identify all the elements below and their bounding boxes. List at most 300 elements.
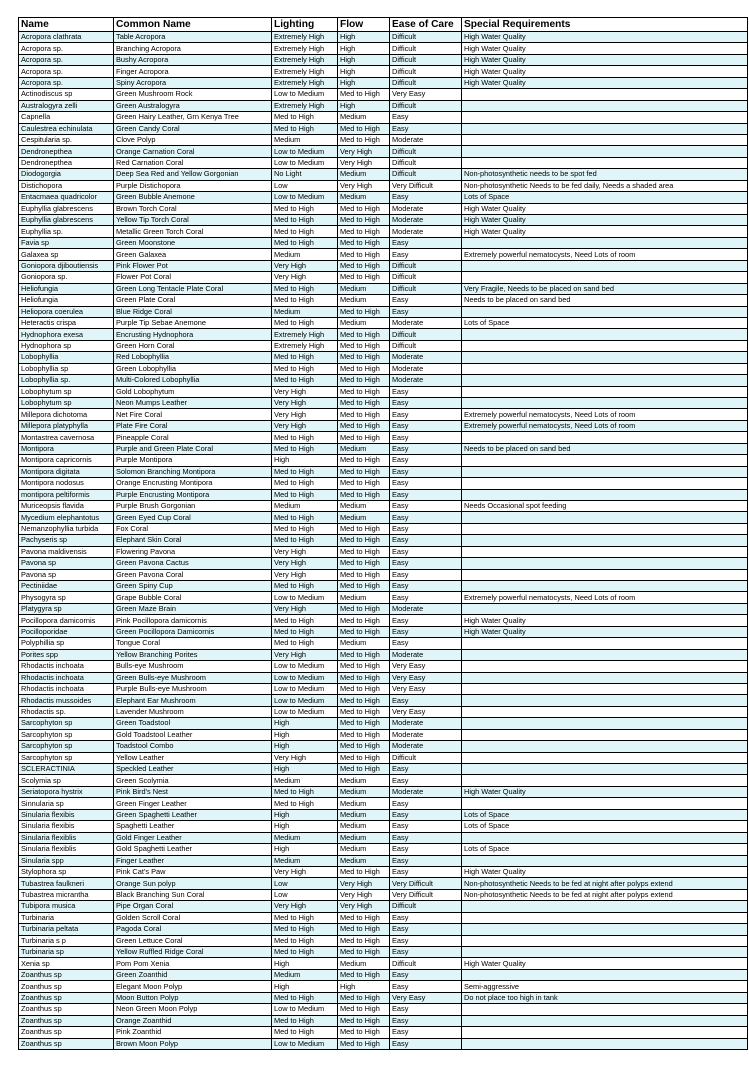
cell-ease-of-care: Easy (390, 798, 462, 809)
cell-common-name: Deep Sea Red and Yellow Gorgonian (114, 169, 272, 180)
cell-name: Pavona sp (19, 558, 114, 569)
cell-special-requirements (462, 386, 748, 397)
cell-ease-of-care: Easy (390, 409, 462, 420)
cell-flow: Med to High (338, 329, 390, 340)
cell-special-requirements (462, 112, 748, 123)
cell-common-name: Metallic Green Torch Coral (114, 226, 272, 237)
cell-special-requirements: Semi-aggressive (462, 981, 748, 992)
cell-ease-of-care: Very Difficult (390, 180, 462, 191)
cell-name: Tubipora musica (19, 901, 114, 912)
cell-special-requirements (462, 695, 748, 706)
cell-name: Tubastrea micrantha (19, 889, 114, 900)
cell-flow: Med to High (338, 1015, 390, 1026)
cell-lighting: Med to High (272, 935, 338, 946)
cell-common-name: Gold Toadstool Leather (114, 729, 272, 740)
cell-lighting: Low (272, 878, 338, 889)
cell-lighting: Very High (272, 420, 338, 431)
cell-name: Zoanthus sp (19, 1038, 114, 1049)
cell-ease-of-care: Easy (390, 466, 462, 477)
cell-flow: Med to High (338, 523, 390, 534)
cell-name: Lobophyllia (19, 352, 114, 363)
cell-name: Caulestrea echinulata (19, 123, 114, 134)
cell-special-requirements (462, 649, 748, 660)
cell-name: Montipora digitata (19, 466, 114, 477)
cell-lighting: Very High (272, 603, 338, 614)
cell-flow: Med to High (338, 866, 390, 877)
cell-special-requirements (462, 1015, 748, 1026)
cell-flow: Med to High (338, 1004, 390, 1015)
table-row (19, 1027, 748, 1038)
cell-lighting: Low to Medium (272, 1038, 338, 1049)
table-row (19, 661, 748, 672)
cell-common-name: Green Finger Leather (114, 798, 272, 809)
cell-ease-of-care: Easy (390, 855, 462, 866)
cell-lighting: High (272, 844, 338, 855)
cell-lighting: High (272, 741, 338, 752)
cell-flow: Medium (338, 832, 390, 843)
cell-name: Montastrea cavernosa (19, 432, 114, 443)
cell-flow: Med to High (338, 729, 390, 740)
cell-name: Rhodactis inchoata (19, 672, 114, 683)
cell-common-name: Purple Montipora (114, 455, 272, 466)
cell-common-name: Red Lobophyllia (114, 352, 272, 363)
cell-ease-of-care: Difficult (390, 752, 462, 763)
cell-ease-of-care: Difficult (390, 66, 462, 77)
table-row (19, 226, 748, 237)
cell-lighting: High (272, 821, 338, 832)
cell-ease-of-care: Easy (390, 866, 462, 877)
cell-lighting: Med to High (272, 912, 338, 923)
cell-lighting: Med to High (272, 924, 338, 935)
cell-flow: Medium (338, 844, 390, 855)
table-row (19, 455, 748, 466)
cell-flow: Med to High (338, 123, 390, 134)
cell-name: Pachyseris sp (19, 535, 114, 546)
cell-special-requirements (462, 741, 748, 752)
cell-lighting: Med to High (272, 123, 338, 134)
cell-ease-of-care: Easy (390, 581, 462, 592)
cell-special-requirements: High Water Quality (462, 866, 748, 877)
cell-name: Zoanthus sp (19, 981, 114, 992)
cell-common-name: Purple and Green Plate Coral (114, 443, 272, 454)
cell-name: Hydnophora exesa (19, 329, 114, 340)
cell-ease-of-care: Easy (390, 523, 462, 534)
cell-ease-of-care: Easy (390, 112, 462, 123)
cell-name: Porites spp (19, 649, 114, 660)
table-row (19, 77, 748, 88)
cell-special-requirements (462, 535, 748, 546)
cell-ease-of-care: Difficult (390, 283, 462, 294)
cell-name: Millepora dichotoma (19, 409, 114, 420)
cell-lighting: Extremely High (272, 100, 338, 111)
cell-flow: Medium (338, 775, 390, 786)
cell-ease-of-care: Difficult (390, 901, 462, 912)
cell-flow: Med to High (338, 706, 390, 717)
cell-name: Lobophyllia sp (19, 363, 114, 374)
cell-common-name: Green Lobophyllia (114, 363, 272, 374)
cell-name: Sinularia flexiblis (19, 844, 114, 855)
cell-flow: Medium (338, 112, 390, 123)
cell-special-requirements: High Water Quality (462, 43, 748, 54)
cell-ease-of-care: Easy (390, 615, 462, 626)
cell-name: Lobophytum sp (19, 398, 114, 409)
table-row (19, 363, 748, 374)
cell-special-requirements (462, 546, 748, 557)
cell-lighting: Med to High (272, 466, 338, 477)
cell-ease-of-care: Difficult (390, 340, 462, 351)
header-ease-of-care: Ease of Care (390, 18, 462, 32)
cell-flow: Med to High (338, 260, 390, 271)
cell-lighting: Med to High (272, 1015, 338, 1026)
cell-ease-of-care: Very Easy (390, 706, 462, 717)
cell-ease-of-care: Moderate (390, 203, 462, 214)
cell-common-name: Green Australogyra (114, 100, 272, 111)
cell-name: Turbinaria s p (19, 935, 114, 946)
cell-common-name: Green Plate Coral (114, 295, 272, 306)
cell-name: Turbinaria peltata (19, 924, 114, 935)
cell-lighting: Med to High (272, 512, 338, 523)
table-row (19, 924, 748, 935)
cell-common-name: Purple Encrusting Montipora (114, 489, 272, 500)
cell-special-requirements (462, 237, 748, 248)
cell-lighting: Low to Medium (272, 146, 338, 157)
cell-ease-of-care: Moderate (390, 134, 462, 145)
cell-ease-of-care: Easy (390, 386, 462, 397)
cell-flow: High (338, 100, 390, 111)
table-row (19, 192, 748, 203)
cell-lighting: High (272, 729, 338, 740)
table-row (19, 512, 748, 523)
cell-special-requirements (462, 489, 748, 500)
cell-common-name: Green Moonstone (114, 237, 272, 248)
cell-special-requirements (462, 455, 748, 466)
cell-lighting: Extremely High (272, 77, 338, 88)
table-row (19, 615, 748, 626)
cell-lighting: Extremely High (272, 32, 338, 43)
table-row (19, 352, 748, 363)
cell-name: Hydnophora sp (19, 340, 114, 351)
cell-ease-of-care: Very Easy (390, 661, 462, 672)
header-flow: Flow (338, 18, 390, 32)
cell-flow: Med to High (338, 603, 390, 614)
cell-flow: High (338, 981, 390, 992)
cell-common-name: Pagoda Coral (114, 924, 272, 935)
cell-flow: Med to High (338, 272, 390, 283)
table-row (19, 1004, 748, 1015)
cell-name: Montipora nodosus (19, 478, 114, 489)
cell-name: Goniopora sp. (19, 272, 114, 283)
table-row (19, 718, 748, 729)
cell-special-requirements (462, 661, 748, 672)
cell-name: Sinularia spp (19, 855, 114, 866)
cell-common-name: Elegant Moon Polyp (114, 981, 272, 992)
cell-flow: Very High (338, 889, 390, 900)
cell-name: Pocilloporidae (19, 626, 114, 637)
cell-lighting: Extremely High (272, 66, 338, 77)
cell-common-name: Golden Scroll Coral (114, 912, 272, 923)
cell-special-requirements: High Water Quality (462, 786, 748, 797)
table-row (19, 478, 748, 489)
cell-special-requirements (462, 157, 748, 168)
cell-special-requirements (462, 569, 748, 580)
cell-ease-of-care: Moderate (390, 649, 462, 660)
table-row (19, 569, 748, 580)
cell-common-name: Green Galaxea (114, 249, 272, 260)
cell-common-name: Blue Ridge Coral (114, 306, 272, 317)
cell-special-requirements (462, 146, 748, 157)
cell-common-name: Orange Zoanthid (114, 1015, 272, 1026)
cell-common-name: Clove Polyp (114, 134, 272, 145)
table-row (19, 32, 748, 43)
cell-special-requirements (462, 683, 748, 694)
cell-common-name: Green Horn Coral (114, 340, 272, 351)
cell-name: Turbinaria sp (19, 947, 114, 958)
cell-special-requirements (462, 523, 748, 534)
cell-special-requirements (462, 706, 748, 717)
cell-lighting: Low to Medium (272, 192, 338, 203)
cell-common-name: Green Maze Brain (114, 603, 272, 614)
cell-ease-of-care: Easy (390, 569, 462, 580)
table-row (19, 855, 748, 866)
cell-common-name: Purple Tip Sebae Anemone (114, 317, 272, 328)
cell-common-name: Orange Sun polyp (114, 878, 272, 889)
cell-name: Zoanthus sp (19, 1027, 114, 1038)
cell-name: Scolymia sp (19, 775, 114, 786)
cell-ease-of-care: Easy (390, 432, 462, 443)
cell-flow: Med to High (338, 741, 390, 752)
table-row (19, 947, 748, 958)
cell-name: Zoanthus sp (19, 1015, 114, 1026)
table-row (19, 741, 748, 752)
header-special-requirements: Special Requirements (462, 18, 748, 32)
cell-common-name: Spaghetti Leather (114, 821, 272, 832)
cell-special-requirements (462, 832, 748, 843)
table-row (19, 295, 748, 306)
cell-flow: Med to High (338, 1027, 390, 1038)
cell-special-requirements: Needs to be placed on sand bed (462, 443, 748, 454)
cell-common-name: Green Pocillopora Damicornis (114, 626, 272, 637)
cell-lighting: Extremely High (272, 340, 338, 351)
cell-name: Heliofungia (19, 283, 114, 294)
table-row (19, 798, 748, 809)
cell-common-name: Lavender Mushroom (114, 706, 272, 717)
cell-common-name: Yellow Tip Torch Coral (114, 215, 272, 226)
table-row (19, 878, 748, 889)
cell-common-name: Moon Button Polyp (114, 992, 272, 1003)
cell-ease-of-care: Easy (390, 249, 462, 260)
table-row (19, 134, 748, 145)
cell-flow: Med to High (338, 420, 390, 431)
cell-special-requirements: High Water Quality (462, 54, 748, 65)
cell-flow: Med to High (338, 375, 390, 386)
cell-flow: Med to High (338, 695, 390, 706)
table-row (19, 912, 748, 923)
cell-special-requirements (462, 729, 748, 740)
cell-name: Pocillopora damicornis (19, 615, 114, 626)
cell-common-name: Neon Green Moon Polyp (114, 1004, 272, 1015)
table-row (19, 420, 748, 431)
cell-special-requirements (462, 581, 748, 592)
cell-special-requirements (462, 798, 748, 809)
cell-flow: Med to High (338, 615, 390, 626)
cell-common-name: Gold Finger Leather (114, 832, 272, 843)
cell-common-name: Fox Coral (114, 523, 272, 534)
cell-common-name: Gold Lobophytum (114, 386, 272, 397)
cell-special-requirements (462, 855, 748, 866)
cell-name: Tubastrea faulkneri (19, 878, 114, 889)
cell-name: SCLERACTINIA (19, 764, 114, 775)
cell-name: Sarcophyton sp (19, 718, 114, 729)
cell-special-requirements (462, 969, 748, 980)
cell-lighting: Very High (272, 546, 338, 557)
cell-lighting: Medium (272, 832, 338, 843)
cell-name: Seriatopora hystrix (19, 786, 114, 797)
cell-name: Sarcophyton sp (19, 741, 114, 752)
cell-lighting: Low to Medium (272, 1004, 338, 1015)
cell-lighting: Low to Medium (272, 672, 338, 683)
cell-ease-of-care: Easy (390, 1038, 462, 1049)
table-row (19, 112, 748, 123)
cell-lighting: Extremely High (272, 43, 338, 54)
cell-ease-of-care: Moderate (390, 741, 462, 752)
cell-flow: Very High (338, 901, 390, 912)
cell-flow: High (338, 77, 390, 88)
cell-name: Sinularia flexibis (19, 809, 114, 820)
cell-ease-of-care: Very Easy (390, 683, 462, 694)
cell-lighting: Medium (272, 969, 338, 980)
cell-special-requirements (462, 775, 748, 786)
cell-flow: Med to High (338, 489, 390, 500)
table-row (19, 603, 748, 614)
cell-flow: Med to High (338, 134, 390, 145)
table-row (19, 992, 748, 1003)
cell-lighting: Med to High (272, 432, 338, 443)
cell-common-name: Green Mushroom Rock (114, 89, 272, 100)
cell-flow: Med to High (338, 947, 390, 958)
cell-flow: Med to High (338, 478, 390, 489)
cell-lighting: Med to High (272, 112, 338, 123)
cell-name: Zoanthus sp (19, 969, 114, 980)
cell-special-requirements: High Water Quality (462, 203, 748, 214)
cell-name: Acropora clathrata (19, 32, 114, 43)
cell-ease-of-care: Easy (390, 500, 462, 511)
cell-special-requirements (462, 672, 748, 683)
cell-special-requirements (462, 935, 748, 946)
cell-ease-of-care: Moderate (390, 786, 462, 797)
cell-flow: Med to High (338, 352, 390, 363)
cell-lighting: Low (272, 180, 338, 191)
cell-common-name: Green Pavona Coral (114, 569, 272, 580)
cell-name: Heliopora coerulea (19, 306, 114, 317)
header-lighting: Lighting (272, 18, 338, 32)
cell-name: Euphyllia glabrescens (19, 203, 114, 214)
cell-flow: Med to High (338, 752, 390, 763)
cell-ease-of-care: Easy (390, 592, 462, 603)
cell-lighting: High (272, 718, 338, 729)
cell-common-name: Tongue Coral (114, 638, 272, 649)
cell-lighting: No Light (272, 169, 338, 180)
cell-flow: Medium (338, 443, 390, 454)
table-row (19, 260, 748, 271)
cell-ease-of-care: Difficult (390, 54, 462, 65)
cell-flow: High (338, 43, 390, 54)
table-row (19, 54, 748, 65)
cell-flow: Med to High (338, 718, 390, 729)
cell-common-name: Gold Spaghetti Leather (114, 844, 272, 855)
cell-name: Actinodiscus sp (19, 89, 114, 100)
cell-flow: Med to High (338, 386, 390, 397)
cell-name: Favia sp (19, 237, 114, 248)
cell-common-name: Neon Mumps Leather (114, 398, 272, 409)
cell-name: montipora peltiformis (19, 489, 114, 500)
cell-flow: High (338, 54, 390, 65)
cell-name: Sinularia flexiblis (19, 832, 114, 843)
header-name: Name (19, 18, 114, 32)
cell-common-name: Green Spiny Cup (114, 581, 272, 592)
cell-lighting: Medium (272, 249, 338, 260)
cell-ease-of-care: Difficult (390, 958, 462, 969)
table-row (19, 649, 748, 660)
cell-lighting: Med to High (272, 626, 338, 637)
table-row (19, 683, 748, 694)
cell-flow: Med to High (338, 340, 390, 351)
cell-lighting: Extremely High (272, 54, 338, 65)
cell-lighting: Very High (272, 649, 338, 660)
table-row (19, 958, 748, 969)
cell-ease-of-care: Easy (390, 443, 462, 454)
cell-flow: Med to High (338, 764, 390, 775)
table-row (19, 889, 748, 900)
cell-name: Capnella (19, 112, 114, 123)
cell-ease-of-care: Easy (390, 535, 462, 546)
table-row (19, 821, 748, 832)
cell-ease-of-care: Difficult (390, 32, 462, 43)
cell-special-requirements (462, 924, 748, 935)
cell-lighting: Med to High (272, 947, 338, 958)
cell-flow: Med to High (338, 466, 390, 477)
cell-flow: Medium (338, 809, 390, 820)
cell-special-requirements (462, 432, 748, 443)
cell-common-name: Green Spaghetti Leather (114, 809, 272, 820)
cell-ease-of-care: Difficult (390, 77, 462, 88)
cell-name: Muriceopsis flavida (19, 500, 114, 511)
table-row (19, 523, 748, 534)
cell-common-name: Net Fire Coral (114, 409, 272, 420)
cell-name: Euphyllia glabrescens (19, 215, 114, 226)
table-row (19, 203, 748, 214)
cell-ease-of-care: Very Difficult (390, 878, 462, 889)
cell-flow: Med to High (338, 672, 390, 683)
cell-flow: Med to High (338, 992, 390, 1003)
cell-common-name: Speckled Leather (114, 764, 272, 775)
cell-special-requirements (462, 260, 748, 271)
table-row (19, 981, 748, 992)
cell-common-name: Grape Bubble Coral (114, 592, 272, 603)
cell-name: Acropora sp. (19, 66, 114, 77)
cell-flow: Med to High (338, 683, 390, 694)
cell-common-name: Green Bubble Anemone (114, 192, 272, 203)
cell-lighting: Medium (272, 855, 338, 866)
cell-lighting: Med to High (272, 443, 338, 454)
cell-special-requirements (462, 466, 748, 477)
cell-name: Physogyra sp (19, 592, 114, 603)
cell-common-name: Black Branching Sun Coral (114, 889, 272, 900)
cell-special-requirements (462, 329, 748, 340)
cell-lighting: Low to Medium (272, 592, 338, 603)
cell-name: Pectiniidae (19, 581, 114, 592)
cell-ease-of-care: Difficult (390, 329, 462, 340)
cell-flow: Medium (338, 317, 390, 328)
